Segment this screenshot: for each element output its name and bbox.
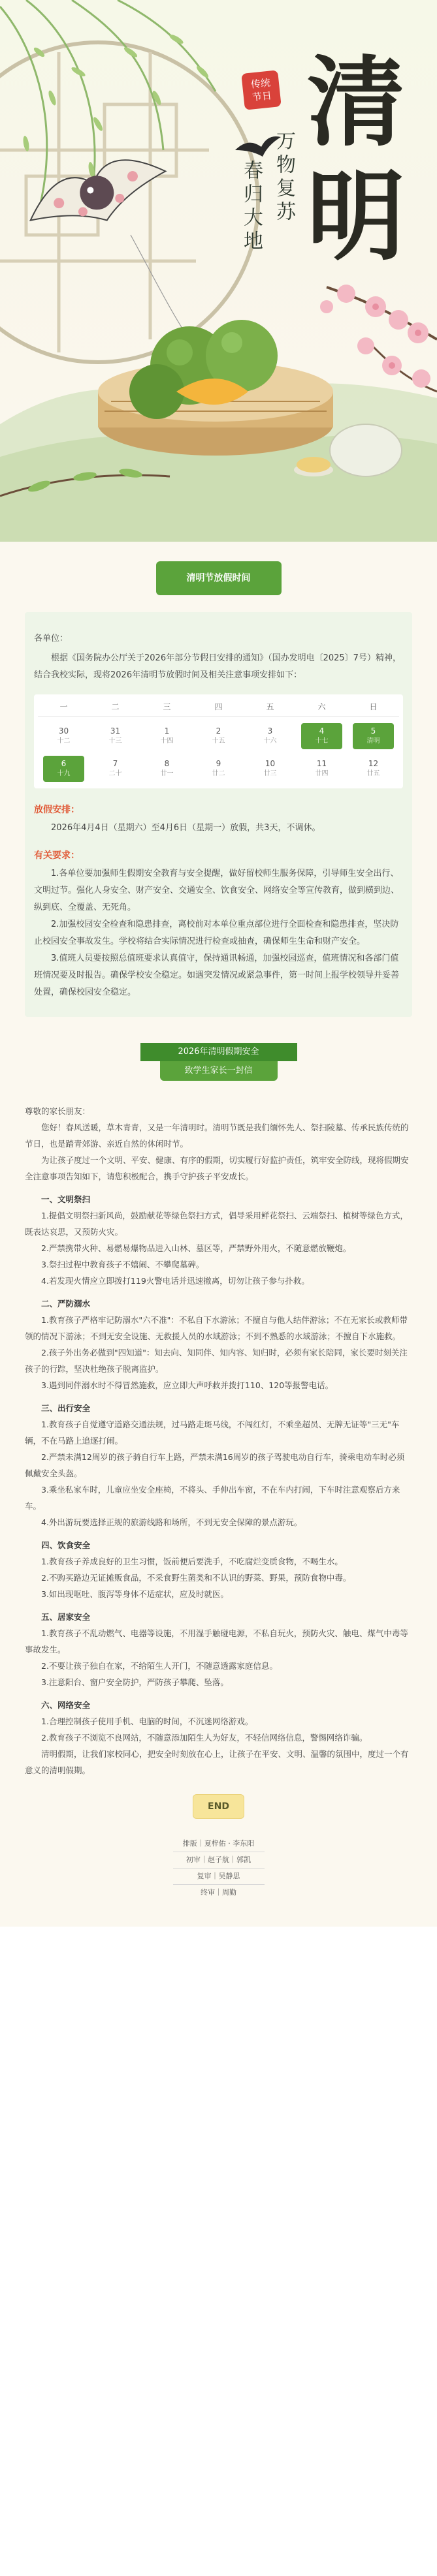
letter-paragraph: 1.提倡文明祭扫新风尚，鼓励献花等绿色祭扫方式，倡导采用鲜花祭扫、云端祭扫、植树等绿色方式，既表达哀思，又预防火灾。 — [25, 1211, 408, 1237]
credit-line: 复审｜吴静思 — [173, 1869, 265, 1885]
holiday-calendar — [34, 694, 403, 788]
safety-letter-body — [25, 1103, 412, 1778]
requirement-item: 3.值班人员要按照总值班要求认真值守，保持通讯畅通，加强校园巡查，值班情况和各部门值班情况要及时报告。确保学校安全稳定。如遇突发情况或紧急事件，第一时间上报学校领导并妥善处置，确保校园安全稳定。 — [34, 954, 400, 997]
calendar-day-number: 6 — [61, 759, 67, 768]
letter-section-heading: 一、文明祭扫 — [41, 1194, 91, 1204]
calendar-day — [141, 723, 193, 749]
holiday-notice-card — [25, 612, 412, 1017]
letter-paragraph: 为让孩子度过一个文明、平安、健康、有序的假期，切实履行好监护责任，筑牢安全防线，现将假期安全注意事项告知如下，请您积极配合，携手守护孩子平安成长。 — [25, 1155, 409, 1181]
calendar-lunar-date: 清明 — [366, 737, 380, 745]
end-label: END — [193, 1794, 244, 1819]
notice-greeting: 各单位： — [34, 634, 69, 644]
calendar-day-number: 1 — [164, 726, 170, 736]
calendar-day — [89, 756, 141, 782]
hero-title: 清明 — [307, 45, 406, 274]
calendar-weekday-header: 五 — [244, 701, 296, 717]
calendar-day — [348, 756, 399, 782]
letter-paragraph: 清明假期，让我们家校同心，把安全时刻放在心上，让孩子在平安、文明、温馨的氛围中，度过一个有意义的清明假期。 — [25, 1749, 409, 1775]
calendar-lunar-date: 廿一 — [160, 770, 174, 777]
calendar-weekday-header: 二 — [89, 701, 141, 717]
calendar-day-number: 4 — [319, 726, 325, 736]
banner-line-2: 致学生家长一封信 — [160, 1061, 278, 1081]
letter-paragraphs — [25, 1119, 412, 1778]
calendar-day-number: 30 — [58, 726, 69, 736]
calendar-day — [244, 756, 296, 782]
letter-paragraph: 4.若发现火情应立即拨打119火警电话并迅速撤离，切勿让孩子参与扑救。 — [41, 1276, 310, 1286]
letter-section-heading: 二、严防溺水 — [41, 1299, 91, 1309]
letter-paragraph: 3.注意阳台、窗户安全防护，严防孩子攀爬、坠落。 — [41, 1677, 229, 1687]
seal-line-1: 传统 — [250, 76, 271, 91]
calendar-lunar-date: 二十 — [108, 770, 122, 777]
hero-slogan-1: 春归大地 — [240, 160, 263, 254]
calendar-day — [38, 723, 89, 749]
calendar-holiday-day — [301, 723, 342, 749]
calendar-weekday-header: 六 — [296, 701, 348, 717]
banner-line-1: 2026年清明假期安全 — [140, 1043, 297, 1061]
calendar-day — [141, 756, 193, 782]
notice-intro: 根据《国务院办公厅关于2026年部分节假日安排的通知》（国办发明电〔2025〕7号）精神，结合我校实际，现将2026年清明节放假时间及相关注意事项安排如下： — [34, 653, 401, 680]
calendar-lunar-date: 十七 — [315, 737, 329, 745]
letter-paragraph: 您好！春风送暖，草木青青，又是一年清明时。清明节既是我们缅怀先人、祭扫陵墓、传承民族传统的节日，也是踏青郊游、亲近自然的休闲时节。 — [25, 1123, 409, 1149]
calendar-day — [193, 756, 244, 782]
letter-paragraph: 2.严禁未满12周岁的孩子骑自行车上路，严禁未满16周岁的孩子驾驶电动自行车，骑乘电动车时必须佩戴安全头盔。 — [25, 1452, 405, 1478]
letter-paragraph: 1.教育孩子严格牢记防溺水"六不准"：不私自下水游泳；不擅自与他人结伴游泳；不在无家长或教师带领的情况下游泳；不到无安全设施、无救援人员的水域游泳；不到不熟悉的水域游泳；不擅自下水施救。 — [25, 1315, 408, 1341]
calendar-weekday-header: 日 — [348, 701, 399, 717]
letter-section-heading: 三、出行安全 — [41, 1403, 91, 1413]
requirements-list — [34, 865, 403, 1001]
letter-paragraph: 3.遇到同伴溺水时不得冒然施救，应立即大声呼救并拨打110、120等报警电话。 — [41, 1380, 334, 1390]
article-content — [0, 542, 437, 1927]
calendar-holiday-day — [353, 723, 394, 749]
requirement-item: 1.各单位要加强师生假期安全教育与安全提醒，做好留校师生服务保障，引导师生安全出行、文明过节。强化人身安全、财产安全、交通安全、饮食安全、网络安全等宣传教育，做到横到边、纵到底、全覆盖、无死角。 — [34, 869, 400, 912]
calendar-day-number: 3 — [267, 726, 273, 736]
calendar-lunar-date: 廿四 — [315, 770, 329, 777]
calendar-day — [89, 723, 141, 749]
letter-paragraph: 2.教育孩子不浏览不良网站，不随意添加陌生人为好友，不轻信网络信息，警惕网络诈骗。 — [41, 1733, 368, 1743]
festival-seal — [241, 70, 282, 110]
letter-paragraph: 1.合理控制孩子使用手机、电脑的时间，不沉迷网络游戏。 — [41, 1716, 253, 1726]
calendar-day-number: 7 — [112, 759, 118, 768]
letter-paragraph: 4.外出游玩要选择正规的旅游线路和场所，不到无安全保障的景点游玩。 — [41, 1517, 302, 1527]
calendar-weekday-header: 三 — [141, 701, 193, 717]
letter-paragraph: 3.乘坐私家车时，儿童应坐安全座椅，不将头、手伸出车窗，不在车内打闹，下车时注意观察后方来车。 — [25, 1485, 400, 1511]
credit-line: 排版｜夏梓佑 · 李东阳 — [173, 1836, 265, 1852]
hero-slogan-2: 万物复苏 — [272, 131, 295, 225]
section1-header — [25, 542, 412, 612]
letter-paragraph: 1.教育孩子养成良好的卫生习惯，饭前便后要洗手，不吃腐烂变质食物，不喝生水。 — [41, 1557, 343, 1566]
calendar-lunar-date: 廿三 — [263, 770, 277, 777]
calendar-day — [193, 723, 244, 749]
calendar-weekday-header: 四 — [193, 701, 244, 717]
requirement-item: 2.加强校园安全检查和隐患排查，离校前对本单位重点部位进行全面检查和隐患排查，坚决防止校园安全事故发生。学校将结合实际情况进行检查或抽查，确保师生生命和财产安全。 — [34, 920, 399, 946]
calendar-day-number: 9 — [216, 759, 221, 768]
letter-section-heading: 四、饮食安全 — [41, 1540, 91, 1550]
letter-paragraph: 1.教育孩子不乱动燃气、电器等设施，不用湿手触碰电源，不私自玩火，预防火灾、触电、煤气中毒等事故发生。 — [25, 1628, 408, 1654]
calendar-holiday-day — [43, 756, 84, 782]
calendar-day-number: 5 — [370, 726, 376, 736]
letter-paragraph: 3.祭扫过程中教育孩子不嬉闹、不攀爬墓碑。 — [41, 1260, 204, 1269]
calendar-day-number: 2 — [216, 726, 221, 736]
calendar-lunar-date: 十五 — [212, 737, 225, 745]
letter-paragraph: 2.不购买路边无证摊贩食品，不采食野生菌类和不认识的野菜、野果，预防食物中毒。 — [41, 1573, 351, 1583]
calendar-day-number: 11 — [316, 759, 327, 768]
calendar-day-number: 10 — [265, 759, 276, 768]
letter-section-heading: 五、居家安全 — [41, 1612, 91, 1622]
calendar-day — [244, 723, 296, 749]
calendar-lunar-date: 廿二 — [212, 770, 225, 777]
letter-paragraph: 3.如出现呕吐、腹泻等身体不适症状，应及时就医。 — [41, 1589, 229, 1599]
credit-line: 终审｜周勤 — [201, 1888, 236, 1897]
holiday-heading: 放假安排： — [34, 805, 80, 815]
calendar-lunar-date: 十三 — [108, 737, 122, 745]
safety-letter-banner — [140, 1043, 297, 1081]
calendar-day-number: 8 — [164, 759, 170, 768]
seal-line-2: 节日 — [251, 89, 272, 104]
letter-section-heading: 六、网络安全 — [41, 1700, 91, 1710]
requirements-heading: 有关要求： — [34, 850, 80, 861]
holiday-text: 2026年4月4日（星期六）至4月6日（星期一）放假，共3天，不调休。 — [51, 823, 321, 833]
calendar-lunar-date: 十九 — [57, 770, 71, 777]
letter-paragraph: 2.孩子外出务必做到"四知道"：知去向、知同伴、知内容、知归时，必须有家长陪同，家长要时刻关注孩子的行踪，坚决杜绝孩子脱离监护。 — [25, 1348, 408, 1374]
calendar-day-number: 12 — [368, 759, 379, 768]
calendar-lunar-date: 十二 — [57, 737, 71, 745]
calendar-weekday-header: 一 — [38, 701, 89, 717]
calendar-day-number: 31 — [110, 726, 121, 736]
letter-greeting: 尊敬的家长朋友： — [25, 1106, 91, 1116]
hero-banner — [0, 0, 437, 542]
calendar-lunar-date: 十四 — [160, 737, 174, 745]
calendar-day — [296, 756, 348, 782]
letter-paragraph: 1.教育孩子自觉遵守道路交通法规，过马路走斑马线，不闯红灯，不乘坐超员、无牌无证等"三无"车辆，不在马路上追逐打闹。 — [25, 1420, 400, 1446]
letter-paragraph: 2.不要让孩子独自在家，不给陌生人开门，不随意透露家庭信息。 — [41, 1661, 278, 1671]
editor-credits — [173, 1836, 265, 1901]
credit-line: 初审｜赵子航｜郭凯 — [173, 1852, 265, 1869]
end-marker — [25, 1778, 412, 1836]
calendar-lunar-date: 廿五 — [366, 770, 380, 777]
calendar-lunar-date: 十六 — [263, 737, 277, 745]
section1-badge: 清明节放假时间 — [156, 561, 282, 595]
letter-paragraph: 2.严禁携带火种、易燃易爆物品进入山林、墓区等，严禁野外用火，不随意燃放鞭炮。 — [41, 1243, 351, 1253]
